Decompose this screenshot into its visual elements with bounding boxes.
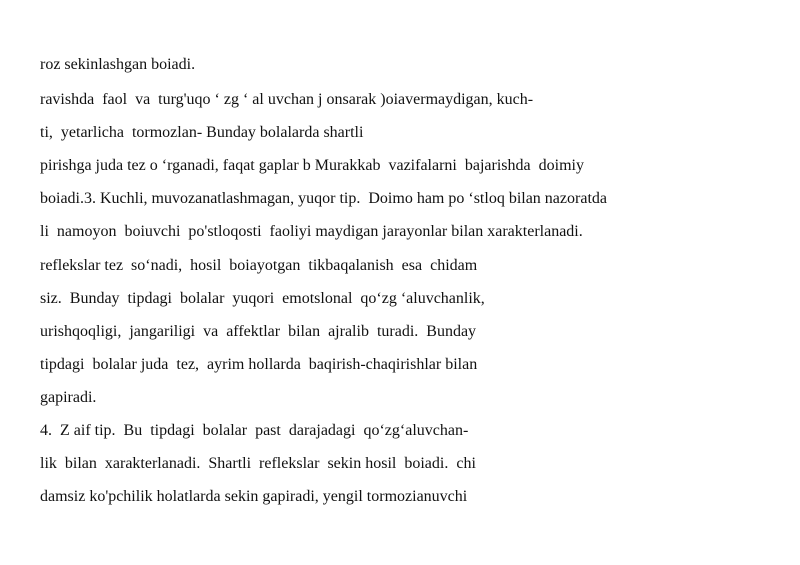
text-line: urishqoqligi, jangariligi va affektlar bilan ajralib turadi. Bunday: [40, 323, 477, 340]
text-line: ravishda faol va turg'uqo ‘ zg ‘ al uvchan j onsarak )oiavermaydigan, kuch-: [40, 91, 534, 108]
text-line: li namoyon boiuvchi po'stloqosti faoliyi maydigan jarayonlar bilan xarakterlanadi.: [40, 223, 583, 240]
text-line: reflekslar tez so‘nadi, hosil boiayotgan tikbaqalanish esa chidam: [40, 257, 478, 274]
text-line: lik bilan xarakterlanadi. Shartli reflekslar sekin hosil boiadi. chi: [40, 455, 476, 472]
text-line: gapiradi.: [40, 389, 97, 406]
text-line: pirishga juda tez o ‘rganadi, faqat gaplar b Murakkab vazifalarni bajarishda doimiy: [40, 157, 584, 174]
text-line: ti, yetarlicha tormozlan- Bunday bolalarda shartli: [40, 124, 364, 141]
text-line: 4. Z aif tip. Bu tipdagi bolalar past darajadagi qo‘zg‘aluvchan-: [40, 422, 469, 439]
text-line: roz sekinlashgan boiadi.: [40, 56, 196, 73]
text-line: tipdagi bolalar juda tez, ayrim hollarda baqirish-chaqirishlar bilan: [40, 356, 478, 373]
text-line: boiadi.3. Kuchli, muvozanatlashmagan, yuqor tip. Doimo ham po ‘stloq bilan nazoratda: [40, 190, 607, 207]
text-line: siz. Bunday tipdagi bolalar yuqori emotslonal qo‘zg ‘aluvchanlik,: [40, 290, 485, 307]
text-line: damsiz ko'pchilik holatlarda sekin gapiradi, yengil tormozianuvchi: [40, 488, 468, 505]
